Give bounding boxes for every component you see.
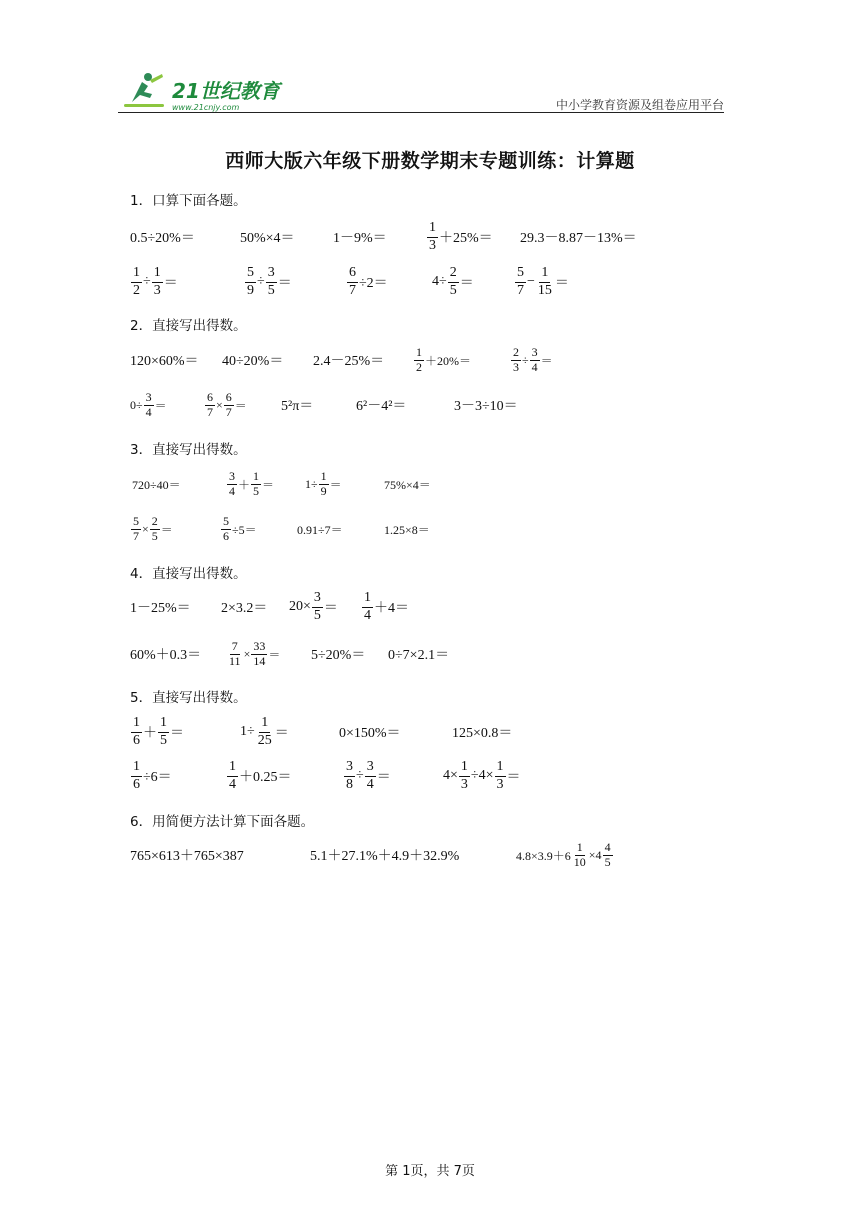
exercise-item: [305, 464, 342, 504]
fraction: [319, 470, 329, 499]
exercise-item: [130, 509, 173, 549]
expression-text: ＋: [238, 477, 251, 492]
numerator: 7: [231, 638, 238, 653]
exercise-row: [0, 756, 860, 796]
fraction: [511, 346, 521, 375]
exercise-row: [0, 385, 860, 425]
section-heading-5: 5．直接写出得数。: [130, 690, 247, 706]
page-footer: 第 1页，共 7页: [385, 1164, 475, 1179]
numerator: 3: [266, 265, 277, 282]
expression-text: ÷: [522, 352, 529, 367]
expression-text: 5÷20%＝: [311, 648, 366, 663]
exercise-item: [310, 835, 459, 875]
numerator: 1: [320, 468, 327, 483]
exercise-item: [520, 217, 637, 257]
exercise-item: [343, 756, 391, 796]
expression-text: 125×0.8＝: [452, 726, 513, 741]
denominator: 4: [229, 776, 236, 792]
denominator: 3: [513, 359, 519, 374]
section-heading-3: 3．直接写出得数。: [130, 442, 247, 458]
denominator: 6: [133, 732, 140, 748]
numerator: 2: [151, 513, 158, 528]
denominator: 9: [320, 483, 327, 498]
fraction: [448, 265, 459, 298]
fraction: [365, 759, 376, 792]
expression-text: ÷5＝: [232, 522, 257, 537]
expression-text: 20×: [289, 599, 311, 614]
section-heading-1: 1．口算下面各题。: [130, 193, 247, 209]
fraction: [427, 220, 438, 253]
denominator: 3: [153, 282, 161, 298]
expression-text: ＝: [268, 647, 281, 662]
exercise-item: [361, 587, 409, 627]
fraction: [536, 265, 554, 298]
fraction: [150, 515, 160, 544]
exercise-item: [130, 634, 201, 674]
exercise-item: [130, 262, 178, 302]
exercise-item: [130, 756, 172, 796]
expression-text: ÷6＝: [143, 770, 172, 785]
expression-text: ＝: [160, 522, 173, 537]
exercise-item: [130, 340, 199, 380]
expression-text: 120×60%＝: [130, 354, 199, 369]
numerator: 2: [513, 344, 519, 359]
expression-text: ＋20%＝: [425, 353, 471, 368]
expression-text: 6²－4²＝: [356, 399, 407, 414]
platform-name: 中小学教育资源及组卷应用平台: [555, 98, 724, 112]
numerator: 1: [539, 265, 550, 282]
exercise-item: [413, 340, 471, 380]
expression-text: ＝: [459, 276, 474, 291]
runner-logo-icon: [118, 68, 298, 112]
expression-text: ＝: [163, 276, 178, 291]
fraction: [347, 265, 358, 298]
exercise-item: [356, 385, 406, 425]
section-heading-6: 6．用简便方法计算下面各题。: [130, 814, 315, 830]
fraction: [144, 391, 154, 420]
denominator: 5: [160, 732, 167, 748]
expression-text: ＝: [329, 477, 342, 492]
denominator: 5: [449, 282, 457, 298]
expression-text: ÷2＝: [359, 276, 388, 291]
numerator: 33: [253, 638, 266, 653]
numerator: 1: [227, 759, 238, 776]
fraction: [131, 759, 142, 792]
fraction: [495, 759, 506, 792]
numerator: 1: [416, 344, 422, 359]
header-divider: [118, 112, 724, 113]
expression-text: ＝: [376, 770, 391, 785]
fraction: [205, 391, 215, 420]
exercise-item: [384, 464, 431, 504]
exercise-item: [311, 634, 365, 674]
denominator: 5: [604, 854, 611, 869]
numerator: 5: [223, 513, 229, 528]
logo-url: www.21cnjy.com: [172, 103, 240, 112]
numerator: 2: [448, 265, 459, 282]
numerator: 1: [259, 715, 270, 732]
exercise-item: [226, 464, 274, 504]
expression-text: 4÷: [432, 274, 447, 289]
expression-text: ＝: [506, 770, 521, 785]
denominator: 4: [364, 607, 371, 623]
fraction: [312, 590, 323, 623]
exercise-row: [0, 340, 860, 380]
exercise-row: [0, 835, 860, 875]
exercise-item: [130, 385, 167, 425]
expression-text: ÷: [356, 768, 364, 783]
exercise-row: [0, 509, 860, 549]
numerator: 1: [576, 839, 583, 854]
numerator: 1: [131, 759, 142, 776]
exercise-item: [339, 712, 401, 752]
denominator: 5: [151, 528, 158, 543]
expression-text: 75%×4＝: [384, 477, 431, 492]
expression-text: ÷: [143, 274, 151, 289]
exercise-item: [313, 340, 384, 380]
exercise-item: [443, 756, 521, 796]
expression-text: ＝: [540, 353, 553, 368]
fraction: [227, 470, 237, 499]
numerator: 1: [131, 715, 142, 732]
numerator: 5: [245, 265, 256, 282]
page-header: [118, 68, 724, 114]
exercise-item: [130, 217, 195, 257]
logo: [118, 68, 298, 112]
expression-text: ＋4＝: [374, 601, 409, 616]
denominator: 15: [537, 282, 552, 298]
exercise-item: [130, 587, 191, 627]
expression-text: ＝: [554, 276, 569, 291]
fraction: [251, 470, 261, 499]
denominator: 2: [416, 359, 422, 374]
expression-text: ＝: [154, 398, 167, 413]
logo-text: 21世纪教育: [172, 79, 280, 103]
numerator: 1: [253, 468, 260, 483]
exercise-item: [132, 464, 181, 504]
expression-text: 0÷: [130, 397, 143, 412]
expression-text: 1÷: [305, 476, 318, 491]
expression-text: 1－9%＝: [333, 231, 387, 246]
exercise-item: [226, 756, 292, 796]
expression-text: 2×3.2＝: [221, 601, 268, 616]
exercise-item: [346, 262, 388, 302]
denominator: 3: [460, 776, 468, 792]
expression-text: ×: [142, 521, 149, 536]
expression-text: ＝: [262, 477, 275, 492]
denominator: 7: [517, 282, 524, 298]
numerator: 5: [515, 265, 526, 282]
expression-text: 0.5÷20%＝: [130, 231, 195, 246]
numerator: 4: [604, 839, 611, 854]
numerator: 1: [362, 590, 373, 607]
expression-text: 720÷40＝: [132, 477, 181, 492]
numerator: 1: [158, 715, 169, 732]
numerator: 3: [365, 759, 376, 776]
expression-text: 40÷20%＝: [222, 354, 284, 369]
denominator: 6: [223, 528, 229, 543]
denominator: 7: [225, 404, 232, 419]
numerator: 6: [347, 265, 358, 282]
expression-text: −: [527, 274, 535, 289]
exercise-item: [516, 835, 614, 875]
numerator: 6: [207, 389, 213, 404]
fraction: [530, 346, 540, 375]
denominator: 9: [247, 282, 254, 298]
denominator: 5: [313, 607, 321, 623]
exercise-item: [240, 712, 289, 752]
exercise-row: [0, 712, 860, 752]
fraction: [414, 346, 424, 375]
numerator: 1: [152, 265, 163, 282]
exercise-item: [510, 340, 553, 380]
fraction: [227, 640, 243, 669]
exercise-item: [130, 712, 184, 752]
fraction: [572, 841, 588, 870]
expression-text: ＝: [323, 601, 338, 616]
expression-text: 4.8×3.9＋6: [516, 848, 571, 863]
fraction: [362, 590, 373, 623]
denominator: 2: [133, 282, 140, 298]
denominator: 4: [229, 483, 235, 498]
exercise-item: [244, 262, 292, 302]
exercise-row: [0, 464, 860, 504]
expression-text: ×: [216, 397, 223, 412]
fraction: [131, 515, 141, 544]
expression-text: ＝: [277, 276, 292, 291]
numerator: 1: [131, 265, 142, 282]
numerator: 3: [229, 468, 235, 483]
numerator: 5: [133, 513, 139, 528]
expression-text: ＋0.25＝: [239, 770, 292, 785]
exercise-row: [0, 587, 860, 627]
exercise-item: [432, 262, 474, 302]
expression-text: ＝: [170, 726, 184, 741]
denominator: 14: [253, 653, 266, 668]
denominator: 25: [257, 732, 272, 748]
fraction: [131, 715, 142, 748]
fraction: [256, 715, 274, 748]
exercise-item: [130, 835, 244, 875]
expression-text: ÷4×: [470, 768, 494, 783]
fraction: [227, 759, 238, 792]
fraction: [515, 265, 526, 298]
denominator: 3: [429, 237, 436, 253]
exercise-item: [297, 509, 343, 549]
denominator: 4: [366, 776, 374, 792]
numerator: 3: [344, 759, 355, 776]
exercise-item: [281, 385, 313, 425]
denominator: 10: [573, 854, 586, 869]
denominator: 4: [145, 404, 152, 419]
fraction: [344, 759, 355, 792]
denominator: 6: [133, 776, 140, 792]
expression-text: ＝: [274, 726, 289, 741]
denominator: 7: [133, 528, 139, 543]
fraction: [221, 515, 231, 544]
expression-text: 4×: [443, 768, 458, 783]
expression-text: ×4: [588, 847, 602, 862]
expression-text: ×: [243, 646, 251, 661]
fraction: [266, 265, 277, 298]
exercise-item: [226, 634, 280, 674]
fraction: [131, 265, 142, 298]
fraction: [603, 841, 613, 870]
expression-text: 1÷: [240, 724, 255, 739]
exercise-item: [333, 217, 387, 257]
denominator: 4: [531, 359, 538, 374]
expression-text: 5²π＝: [281, 399, 314, 414]
denominator: 3: [496, 776, 504, 792]
exercise-item: [384, 509, 430, 549]
exercise-item: [220, 509, 257, 549]
numerator: 3: [531, 344, 538, 359]
exercise-item: [221, 587, 267, 627]
fraction: [224, 391, 234, 420]
exercise-item: [388, 634, 449, 674]
fraction: [152, 265, 163, 298]
numerator: 6: [225, 389, 232, 404]
exercise-item: [426, 217, 493, 257]
denominator: 7: [207, 404, 213, 419]
expression-text: 1.25×8＝: [384, 522, 430, 537]
exercise-item: [222, 340, 283, 380]
denominator: 11: [229, 653, 241, 668]
expression-text: ＝: [234, 398, 247, 413]
page-title: 西师大版六年级下册数学期末专题训练：计算题: [225, 150, 635, 172]
numerator: 1: [495, 759, 506, 776]
exercise-row: [0, 634, 860, 674]
numerator: 3: [145, 389, 152, 404]
denominator: 8: [346, 776, 353, 792]
section-heading-2: 2．直接写出得数。: [130, 318, 247, 334]
exercise-item: [452, 712, 512, 752]
expression-text: 1－25%＝: [130, 601, 191, 616]
numerator: 1: [427, 220, 438, 237]
denominator: 7: [349, 282, 356, 298]
exercise-row: [0, 217, 860, 257]
exercise-item: [204, 385, 247, 425]
exercise-item: [454, 385, 518, 425]
exercise-row: [0, 262, 860, 302]
expression-text: 29.3－8.87－13%＝: [520, 231, 637, 246]
expression-text: 765×613＋765×387: [130, 849, 244, 864]
expression-text: 0÷7×2.1＝: [388, 648, 450, 663]
fraction: [459, 759, 470, 792]
numerator: 1: [459, 759, 470, 776]
expression-text: 60%＋0.3＝: [130, 648, 202, 663]
expression-text: 5.1＋27.1%＋4.9＋32.9%: [310, 849, 460, 864]
exercise-item: [289, 587, 338, 627]
fraction: [158, 715, 169, 748]
expression-text: ＋25%＝: [439, 231, 493, 246]
expression-text: 0×150%＝: [339, 726, 401, 741]
exercise-item: [240, 217, 295, 257]
expression-text: ÷: [257, 274, 265, 289]
fraction: [245, 265, 256, 298]
exercise-item: [514, 262, 569, 302]
expression-text: 50%×4＝: [240, 231, 295, 246]
expression-text: 2.4－25%＝: [313, 354, 385, 369]
denominator: 5: [253, 483, 260, 498]
numerator: 3: [312, 590, 323, 607]
fraction: [251, 640, 267, 669]
section-heading-4: 4．直接写出得数。: [130, 566, 247, 582]
expression-text: ＋: [143, 726, 157, 741]
denominator: 5: [267, 282, 275, 298]
expression-text: 3－3÷10＝: [454, 399, 518, 414]
expression-text: 0.91÷7＝: [297, 522, 343, 537]
